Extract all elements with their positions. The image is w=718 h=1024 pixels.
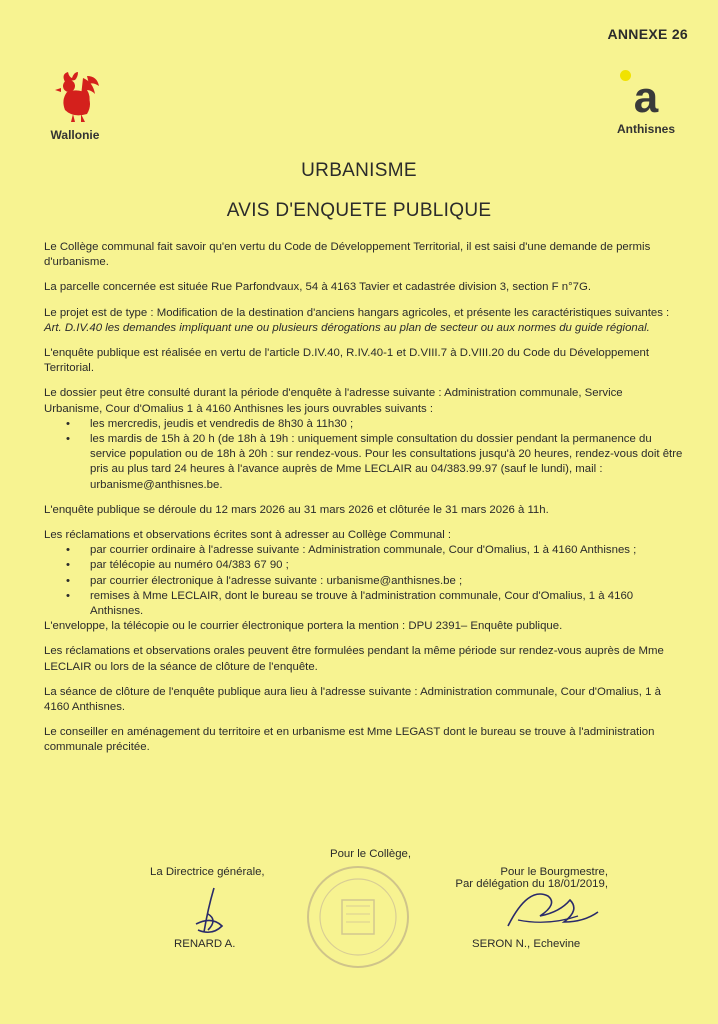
paragraph-mention: L'enveloppe, la télécopie ou le courrier électronique portera la mention : DPU 2391– Enquête publique.: [44, 620, 563, 633]
paragraph-advisor: Le conseiller en aménagement du territoire et en urbanisme est Mme LEGAST dont le bureau se trouve à l'administration communale précitée.: [44, 726, 655, 754]
project-article: Art. D.IV.40 les demandes impliquant une ou plusieurs dérogations au plan de secteur ou aux normes du guide régional.: [44, 321, 650, 334]
page-subtitle: AVIS D'ENQUETE PUBLIQUE: [226, 200, 492, 221]
list-item: • par courrier électronique à l'adresse suivante : urbanisme@anthisnes.be ;: [90, 574, 684, 589]
signature-block: [0, 848, 718, 1018]
wallonie-logo: [40, 68, 110, 142]
alderman-title-2: Par délégation du 18/01/2019,: [455, 878, 608, 890]
anthisnes-logo: [606, 70, 686, 136]
list-item: • par télécopie au numéro 04/383 67 90 ;: [90, 558, 684, 573]
parcel-address: Rue Parfondvaux, 54 à 4163 Tavier: [211, 281, 390, 294]
alderman-name: SERON N., Echevine: [472, 938, 581, 950]
wallonie-label: Wallonie: [50, 128, 100, 142]
director-signature-icon: [186, 884, 236, 944]
anthisnes-label: Anthisnes: [616, 122, 675, 136]
consultation-list: [44, 417, 684, 493]
paragraph-parcel: La parcelle concernée est située Rue Parfondvaux, 54 à 4163 Tavier et cadastrée division 3, section F n°7G.: [44, 281, 592, 294]
claims-list: [44, 543, 684, 619]
rooster-icon: [47, 68, 103, 124]
yellow-dot-icon: [620, 70, 631, 81]
notice-body: [44, 240, 684, 766]
director-title: La Directrice générale,: [150, 866, 265, 878]
paragraph-dates: L'enquête publique se déroule du 12 mars 2026 au 31 mars 2026 et clôturée le 31 mars 2026 à 11h.: [44, 503, 549, 516]
paragraph-legal-basis: L'enquête publique est réalisée en vertu de l'article D.IV.40, R.IV.40-1 et D.VIII.7 à D.VIII.20 du Code du Développement Territorial.: [44, 347, 650, 375]
paragraph-consultation: Le dossier peut être consulté durant la période d'enquête à l'adresse suivante : Administration communale, Service Urbanisme, Cour d'Omalius 1 à 4160 Anthisnes les jours ouvrables suivants : • les mercredis, jeudis et vendredis de 8h30 à 11h30 ; • les mardis de 15h à 20 h (de 18h à 19h : uniquement simple consultation du dossier pendant la permanence du service population ou de 18h à 20h : sur rendez-vous. Pour les consultations jusqu'à 20 heures, rendez-vous doit être pris au plus tard 24 heures à l'avance auprès de Mme LECLAIR au 04/383.99.97 (sauf le lundi), mail : urbanisme@anthisnes.be.: [44, 386, 684, 492]
alderman-signature: [448, 866, 608, 950]
alderman-signature-icon: [498, 876, 608, 946]
college-title: Pour le Collège,: [330, 848, 412, 860]
director-name: RENARD A.: [174, 938, 236, 950]
paragraph-closing-session: La séance de clôture de l'enquête publique aura lieu à l'adresse suivante : Administration communale, Cour d'Omalius, 1 à 4160 Anthisnes.: [44, 685, 661, 714]
list-item: • les mercredis, jeudis et vendredis de 8h30 à 11h30 ;: [90, 417, 684, 432]
paragraph-project: Le projet est de type : Modification de la destination d'anciens hangars agricoles, et présente les caractéristiques suivantes : Art. D.IV.40 les demandes impliquant une ou plusieurs dérogations au plan de secteur ou aux normes du guide régional.: [44, 306, 670, 334]
anthisnes-letter: a: [633, 73, 659, 122]
paragraph-oral-claims: Les réclamations et observations orales peuvent être formulées pendant la même période sur rendez-vous auprès de Mme LECLAIR ou lors de la séance de clôture de l'enquête.: [44, 645, 664, 673]
page-title: URBANISME: [301, 160, 417, 181]
paragraph-written-claims: Les réclamations et observations écrites sont à adresser au Collège Communal : • par courrier ordinaire à l'adresse suivante : Administration communale, Cour d'Omalius, 1 à 4160 Anthisnes ; • par télécopie au numéro 04/383 67 90 ; • par courrier électronique à l'adresse suivante : urbanisme@anthisnes.be ; • remises à Mme LECLAIR, dont le bureau se trouve à l'administration communale, Cour d'Omalius, 1 à 4160 Anthisnes. L'enveloppe, la télécopie ou le courrier électronique portera la mention : DPU 2391– Enquête publique.: [44, 528, 684, 634]
list-item: • par courrier ordinaire à l'adresse suivante : Administration communale, Cour d'Omalius, 1 à 4160 Anthisnes ;: [90, 543, 684, 558]
paragraph-intro: Le Collège communal fait savoir qu'en vertu du Code de Développement Territorial, il est saisi d'une demande de permis d'urbanisme.: [44, 241, 651, 269]
director-signature: [150, 866, 265, 950]
annexe-label: ANNEXE 26: [607, 26, 688, 42]
list-item: • remises à Mme LECLAIR, dont le bureau se trouve à l'administration communale, Cour d'Omalius, 1 à 4160 Anthisnes.: [90, 589, 684, 619]
alderman-title-1: Pour le Bourgmestre,: [500, 866, 608, 878]
list-item: • les mardis de 15h à 20 h (de 18h à 19h : uniquement simple consultation du dossier pendant la permanence du service population ou de 18h à 20h : sur rendez-vous. Pour les consultations jusqu'à 20 heures, rendez-vous doit être pris au plus tard 24 heures à l'avance auprès de Mme LECLAIR au 04/383.99.97 (sauf le lundi), mail : urbanisme@anthisnes.be.: [90, 432, 684, 493]
municipal-stamp-icon: [298, 862, 418, 972]
